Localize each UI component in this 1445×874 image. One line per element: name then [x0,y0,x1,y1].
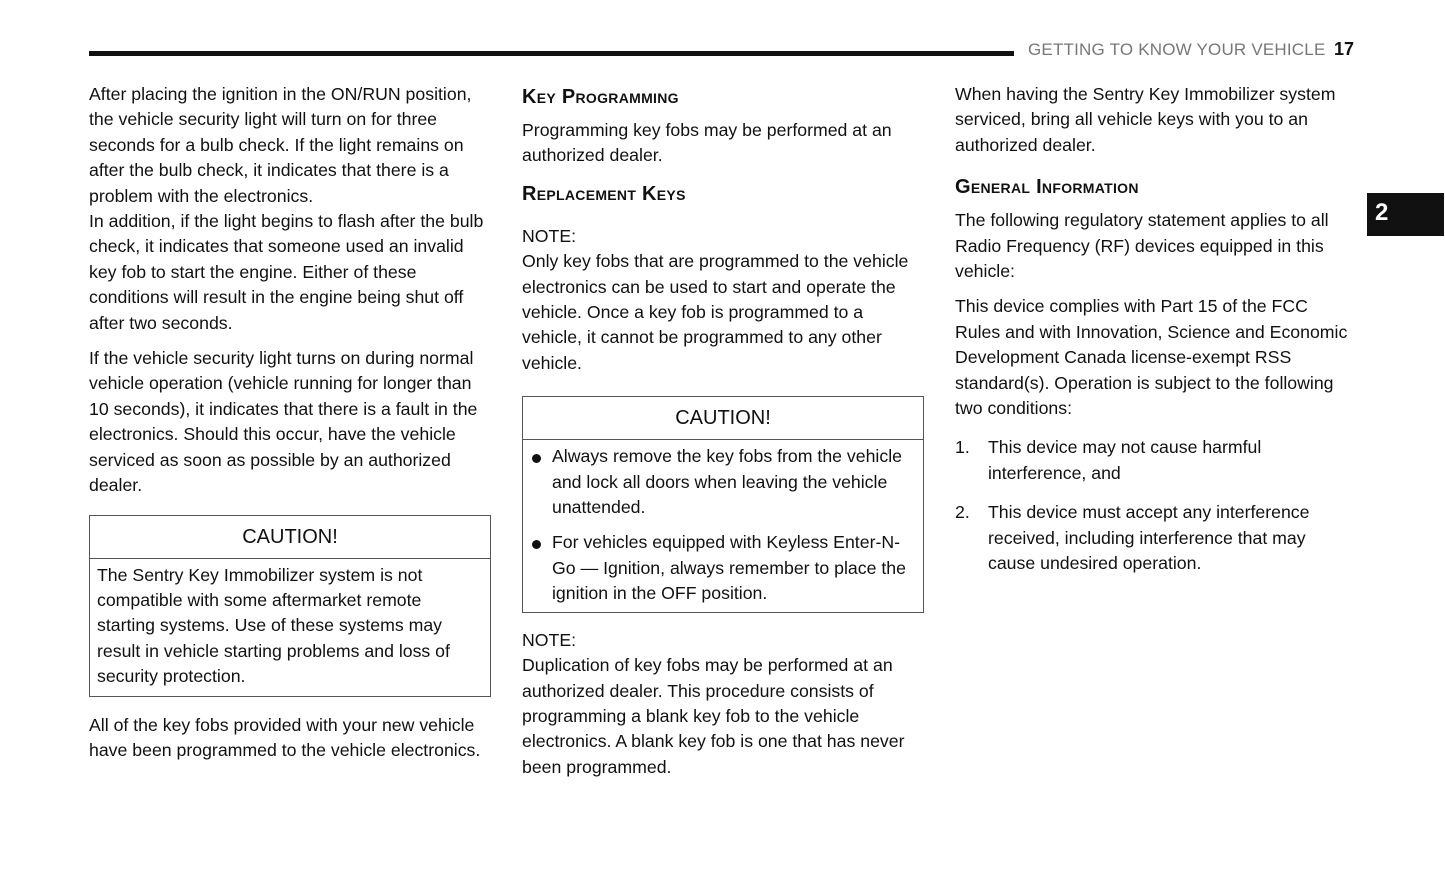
note-text-duplication: Duplication of key fobs may be performed at an authorized dealer. This procedure consists of programming a blank key fob to the vehicle electronics. A blank key fob is one that has never been programmed. [522,655,905,777]
paragraph-fcc-compliance: This device complies with Part 15 of the FCC Rules and with Innovation, Science and Economic Development Canada license-exempt RSS standard(s). Operation is subject to the following two conditions: [955,296,1348,419]
heading-key-programming: Key Programming [522,86,679,108]
condition-item [955,500,1355,576]
caution-body [90,559,490,696]
note-label: NOTE: [522,225,577,246]
column-3 [955,82,1355,577]
condition-number: 2. [955,502,970,523]
header-rule [89,51,1014,56]
caution-bullet [530,444,916,520]
paragraph-ignition-bulb-check: After placing the ignition in the ON/RUN position, the vehicle security light will turn on for three seconds for a bulb check. If the light remains on after the bulb check, it indicates that there is a problem with the electronics. [89,84,472,206]
caution-title: CAUTION! [523,397,923,440]
caution-bullet [530,530,916,606]
caution-bullet-text: For vehicles equipped with Keyless Enter-N-Go — Ignition, always remember to place the ignition in the OFF position. [552,532,906,604]
paragraph-key-programming: Programming key fobs may be performed at an authorized dealer. [522,120,892,166]
caution-title: CAUTION! [90,516,490,559]
chapter-tab: 2 [1367,193,1444,236]
heading-general-information: General Information [955,176,1139,199]
paragraph-immobilizer-service: When having the Sentry Key Immobilizer system serviced, bring all vehicle keys with you to an authorized dealer. [955,84,1336,155]
running-head: GETTING TO KNOW YOUR VEHICLE [1028,40,1326,59]
column-1 [89,82,491,763]
note-text-programmed-fobs: Only key fobs that are programmed to the vehicle electronics can be used to start and operate the vehicle. Once a key fob is programmed to a vehicle, it cannot be programmed to any other vehicle. [522,251,909,373]
caution-text: The Sentry Key Immobilizer system is not compatible with some aftermarket remote starting systems. Use of these systems may result in vehicle starting problems and loss of security protection. [97,564,450,687]
paragraph-light-flash: In addition, if the light begins to flash after the bulb check, it indicates that someone used an invalid key fob to start the engine. Either of these conditions will result in the engine being shut off after two seconds. [89,211,484,333]
bullet-icon [532,540,541,549]
caution-box-key-fobs [522,396,924,612]
condition-item [955,435,1355,486]
heading-replacement-keys: Replacement Keys [522,182,686,205]
condition-number: 1. [955,437,970,458]
caution-bullet-text: Always remove the key fobs from the vehicle and lock all doors when leaving the vehicle unattended. [552,446,902,518]
paragraph-key-fobs-programmed: All of the key fobs provided with your new vehicle have been programmed to the vehicle electronics. [89,714,481,760]
bullet-icon [532,454,541,463]
caution-bullet-list [530,444,916,606]
condition-text: This device may not cause harmful interference, and [988,437,1262,483]
note-label: NOTE: [522,629,577,650]
caution-box-immobilizer [89,515,491,697]
page-number: 17 [1334,39,1355,59]
paragraph-regulatory-statement: The following regulatory statement applies to all Radio Frequency (RF) devices equipped in this vehicle: [955,210,1329,282]
paragraph-security-light-fault: If the vehicle security light turns on during normal vehicle operation (vehicle running for longer than 10 seconds), it indicates that there is a fault in the electronics. Should this occur, have the vehicle serviced as soon as possible by an authorized dealer. [89,348,478,496]
conditions-list [955,435,1355,576]
condition-text: This device must accept any interference received, including interference that may cause undesired operation. [988,502,1310,574]
caution-body [523,440,923,611]
column-2 [522,82,924,780]
